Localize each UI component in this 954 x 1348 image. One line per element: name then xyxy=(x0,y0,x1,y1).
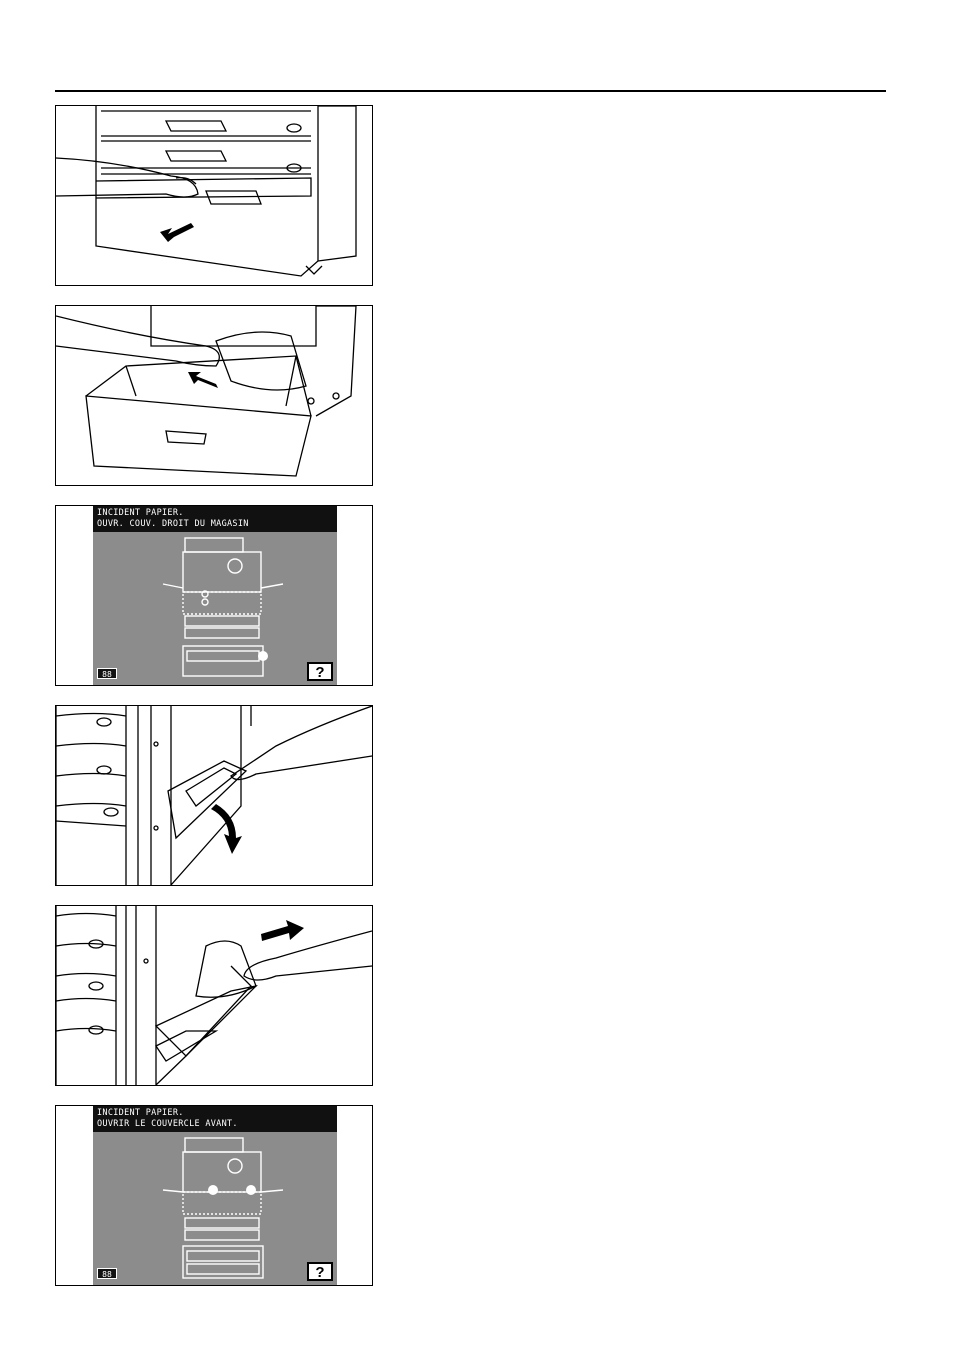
help-button[interactable]: ? xyxy=(307,1262,333,1281)
touch-screen xyxy=(93,506,337,685)
copier-diagram-icon xyxy=(93,506,337,685)
error-message-line-1: INCIDENT PAPIER. xyxy=(97,1108,184,1118)
illustration-remove-paper-drawer xyxy=(55,305,373,486)
error-message-line-2: OUVR. COUV. DROIT DU MAGASIN xyxy=(97,519,249,529)
copier-diagram-icon xyxy=(93,1106,337,1285)
help-button[interactable]: ? xyxy=(307,662,333,681)
remove-paper-illustration xyxy=(56,906,372,1085)
operation-panel-screen-1 xyxy=(55,505,373,686)
counter-button[interactable]: 88 xyxy=(97,668,117,679)
touch-screen xyxy=(93,1106,337,1285)
remove-paper-illustration xyxy=(56,306,372,485)
illustration-pull-drawer xyxy=(55,105,373,286)
counter-button[interactable]: 88 xyxy=(97,1268,117,1279)
pull-drawer-illustration xyxy=(56,106,372,285)
error-message-line-1: INCIDENT PAPIER. xyxy=(97,508,184,518)
error-message-line-2: OUVRIR LE COUVERCLE AVANT. xyxy=(97,1119,238,1129)
operation-panel-screen-2 xyxy=(55,1105,373,1286)
illustration-open-side-cover xyxy=(55,705,373,886)
header-rule xyxy=(55,90,886,92)
illustration-remove-paper-side xyxy=(55,905,373,1086)
open-side-cover-illustration xyxy=(56,706,372,885)
